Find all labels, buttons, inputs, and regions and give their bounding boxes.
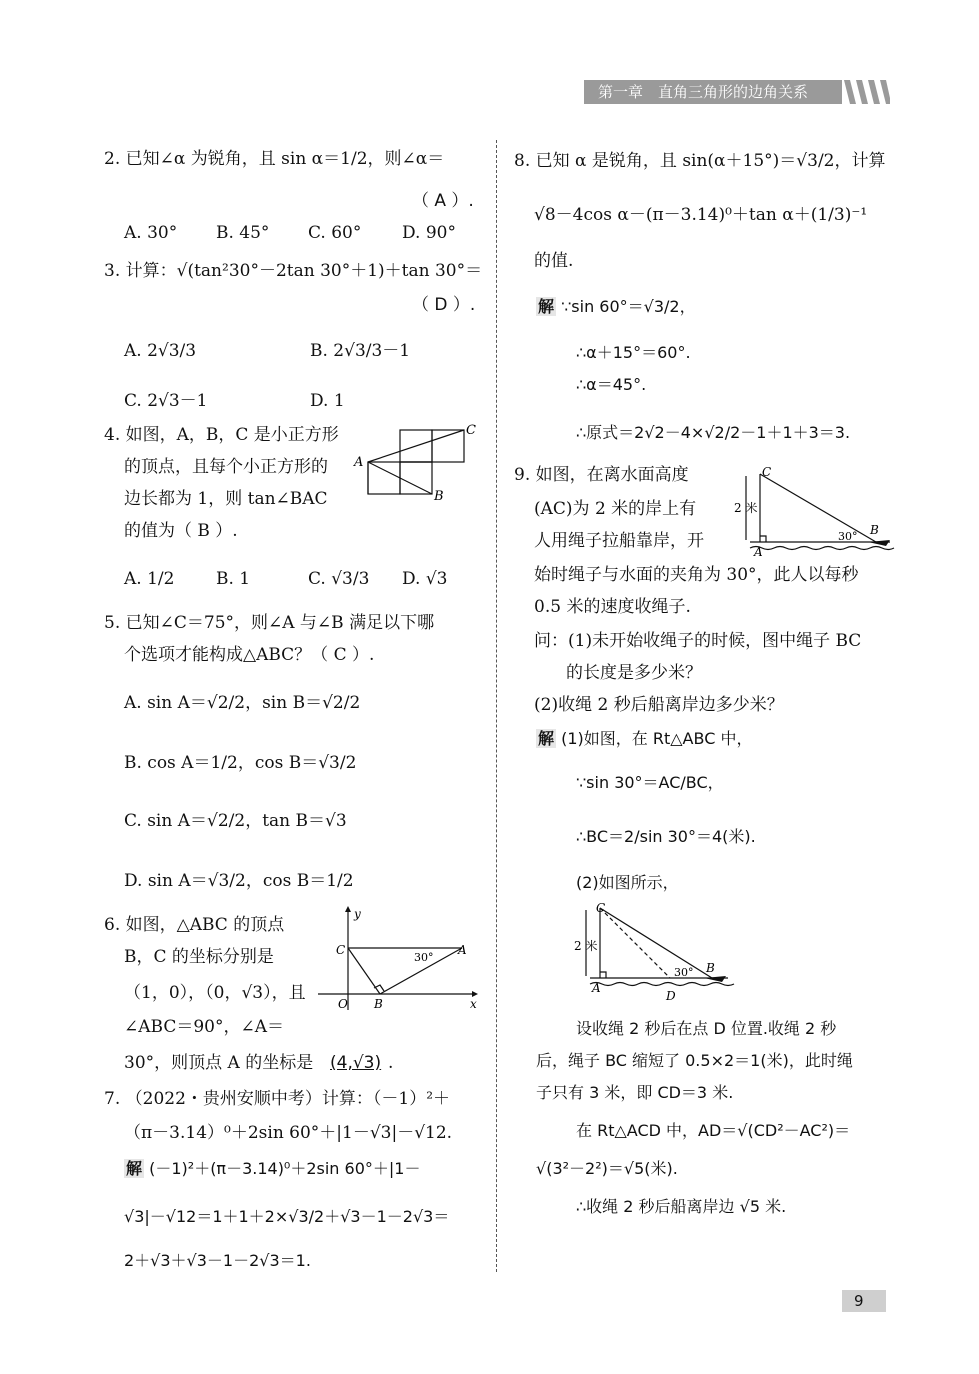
q9-fig2-label-c: C [596, 901, 606, 915]
q9-solution-line-6: 后，绳子 BC 缩短了 0.5×2＝1(米)，此时绳 [536, 1051, 853, 1070]
q9-fig2-angle: 30° [674, 966, 694, 979]
q4-line-1: 4. 如图，A，B，C 是小正方形 [104, 425, 339, 445]
q6-coordinate-figure [318, 908, 478, 1014]
q9-line-7: 的长度是多少米？ [566, 663, 702, 683]
q6-line-3: （1，0），（0，√3），且 [124, 983, 306, 1003]
q6-line-2: B，C 的坐标分别是 [124, 947, 274, 967]
q8-solution-row-1 [536, 296, 696, 318]
q9-line-8: (2)收绳 2 秒后船离岸边多少米？ [534, 695, 784, 715]
q3-option-a: A. 2√3/3 [124, 341, 197, 361]
q4-option-b: B. 1 [216, 569, 251, 589]
q9-figure-2 [572, 900, 732, 1004]
q9-solution-line-1: (1)如图，在 Rt△ABC 中， [561, 729, 753, 748]
q4-line-4: 的值为（ B ）. [124, 521, 238, 541]
chapter-header: 第一章 直角三角形的边角关系 [584, 80, 842, 104]
q6-label-c: C [336, 943, 346, 957]
q6-answer: (4,√3) [330, 1053, 382, 1073]
q8-line-2: √8－4cos α－(π－3.14)⁰＋tan α＋(1/3)⁻¹ [534, 205, 868, 225]
header-stripes-icon [842, 80, 890, 104]
q4-label-c: C [466, 423, 476, 438]
q4-grid-figure [354, 420, 484, 504]
q5-line-2: 个选项才能构成△ABC？（ C ）. [124, 645, 375, 665]
q4-label-b: B [434, 489, 444, 504]
q9-line-2: (AC)为 2 米的岸上有 [534, 499, 697, 519]
q6-period: . [388, 1053, 394, 1073]
q6-label-x: x [470, 997, 477, 1011]
q6-label-a: A [458, 943, 467, 957]
q7-solution-line-2: √3|－√12＝1＋1＋2×√3/2＋√3－1－2√3＝ [124, 1207, 450, 1226]
q9-solution-line-3: ∴BC＝2/sin 30°＝4(米). [576, 827, 756, 846]
q3-option-d: D. 1 [310, 391, 345, 411]
q9-fig2-height-label: 2 米 [574, 939, 598, 953]
q3-option-c: C. 2√3－1 [124, 391, 208, 411]
q7-solution-row-1 [124, 1158, 420, 1180]
q9-line-6: 问：(1)未开始收绳子的时候，图中绳子 BC [534, 631, 862, 651]
q6-line-5: 30°，则顶点 A 的坐标是 [124, 1053, 314, 1073]
column-divider [496, 140, 497, 1272]
q9-fig1-label-b: B [870, 523, 879, 537]
q4-line-2: 的顶点，且每个小正方形的 [124, 457, 328, 477]
q9-solution-line-5: 设收绳 2 秒后在点 D 位置.收绳 2 秒 [576, 1019, 837, 1038]
q6-label-o: O [338, 997, 348, 1011]
q4-line-3: 边长都为 1，则 tan∠BAC [124, 489, 328, 509]
q7-solution-label: 解 [126, 1159, 143, 1178]
q6-angle-label: 30° [414, 951, 434, 964]
q9-fig2-label-d: D [666, 989, 676, 1003]
q8-solution-line-2: ∴α＋15°＝60°. [576, 343, 691, 362]
q9-line-5: 0.5 米的速度收绳子. [534, 597, 691, 617]
q9-solution-line-7: 子只有 3 米，即 CD＝3 米. [536, 1083, 734, 1102]
q8-solution-label: 解 [538, 297, 555, 316]
q9-solution-row-1 [536, 728, 752, 750]
q4-option-c: C. √3/3 [308, 569, 370, 589]
q9-line-3: 人用绳子拉船靠岸，开 [534, 531, 704, 551]
q9-fig1-height-label: 2 米 [734, 501, 758, 515]
q2-option-b: B. 45° [216, 223, 270, 243]
q9-fig2-label-a: A [592, 981, 601, 995]
q5-option-d: D. sin A＝√3/2，cos B＝1/2 [124, 871, 354, 891]
q2-stem: 2. 已知∠α 为锐角，且 sin α＝1/2，则∠α＝ [104, 149, 445, 169]
q9-fig2-label-b: B [706, 961, 715, 975]
q9-fig1-label-a: A [754, 545, 763, 559]
q7-line-1: 7. （2022・贵州安顺中考）计算：（－1）²＋ [104, 1089, 451, 1109]
q9-solution-label: 解 [538, 729, 555, 748]
q9-line-1: 9. 如图，在离水面高度 [514, 465, 689, 485]
q4-option-a: A. 1/2 [124, 569, 175, 589]
q3-option-b: B. 2√3/3－1 [310, 341, 411, 361]
q5-line-1: 5. 已知∠C＝75°，则∠A 与∠B 满足以下哪 [104, 613, 435, 633]
q6-label-b: B [374, 997, 383, 1011]
q9-line-4: 始时绳子与水面的夹角为 30°，此人以每秒 [534, 565, 859, 585]
q4-option-d: D. √3 [402, 569, 448, 589]
q9-solution-line-2: ∵sin 30°＝AC/BC， [576, 773, 724, 792]
q2-option-d: D. 90° [402, 223, 456, 243]
q6-label-y: y [354, 907, 361, 921]
q6-line-1: 6. 如图，△ABC 的顶点 [104, 915, 285, 935]
q9-fig1-label-c: C [762, 465, 772, 479]
q2-answer: （ A ）. [412, 191, 474, 211]
q9-solution-line-9: √(3²－2²)＝√5(米). [536, 1159, 678, 1178]
q5-option-c: C. sin A＝√2/2，tan B＝√3 [124, 811, 347, 831]
page-number: 9 [842, 1290, 886, 1312]
q7-solution-line-1: (－1)²＋(π－3.14)⁰＋2sin 60°＋|1－ [149, 1159, 421, 1178]
q3-answer: （ D ）. [412, 295, 476, 315]
q9-fig1-angle: 30° [838, 530, 858, 543]
q2-option-c: C. 60° [308, 223, 362, 243]
q9-solution-line-4: (2)如图所示， [576, 873, 679, 892]
q4-label-a: A [354, 455, 364, 470]
q8-line-3: 的值. [534, 251, 574, 271]
q8-line-1: 8. 已知 α 是锐角，且 sin(α＋15°)＝√3/2，计算 [514, 151, 886, 171]
q2-option-a: A. 30° [124, 223, 178, 243]
q9-figure-1 [734, 462, 890, 562]
q5-option-a: A. sin A＝√2/2，sin B＝√2/2 [124, 693, 361, 713]
q3-stem: 3. 计算：√(tan²30°－2tan 30°＋1)＋tan 30°＝ [104, 261, 483, 281]
q6-line-4: ∠ABC＝90°，∠A＝ [124, 1017, 284, 1037]
q9-solution-line-10: ∴收绳 2 秒后船离岸边 √5 米. [576, 1197, 787, 1216]
q9-solution-line-8: 在 Rt△ACD 中，AD＝√(CD²－AC²)＝ [576, 1121, 851, 1140]
q7-line-2: （π－3.14）⁰＋2sin 60°＋|1－√3|－√12. [124, 1123, 453, 1143]
q8-solution-line-4: ∴原式＝2√2－4×√2/2－1＋1＋3＝3. [576, 423, 851, 442]
q5-option-b: B. cos A＝1/2，cos B＝√3/2 [124, 753, 357, 773]
q7-solution-line-3: 2＋√3＋√3－1－2√3＝1. [124, 1251, 311, 1270]
q8-solution-line-1: ∵sin 60°＝√3/2， [561, 297, 696, 316]
q8-solution-line-3: ∴α＝45°. [576, 375, 647, 394]
